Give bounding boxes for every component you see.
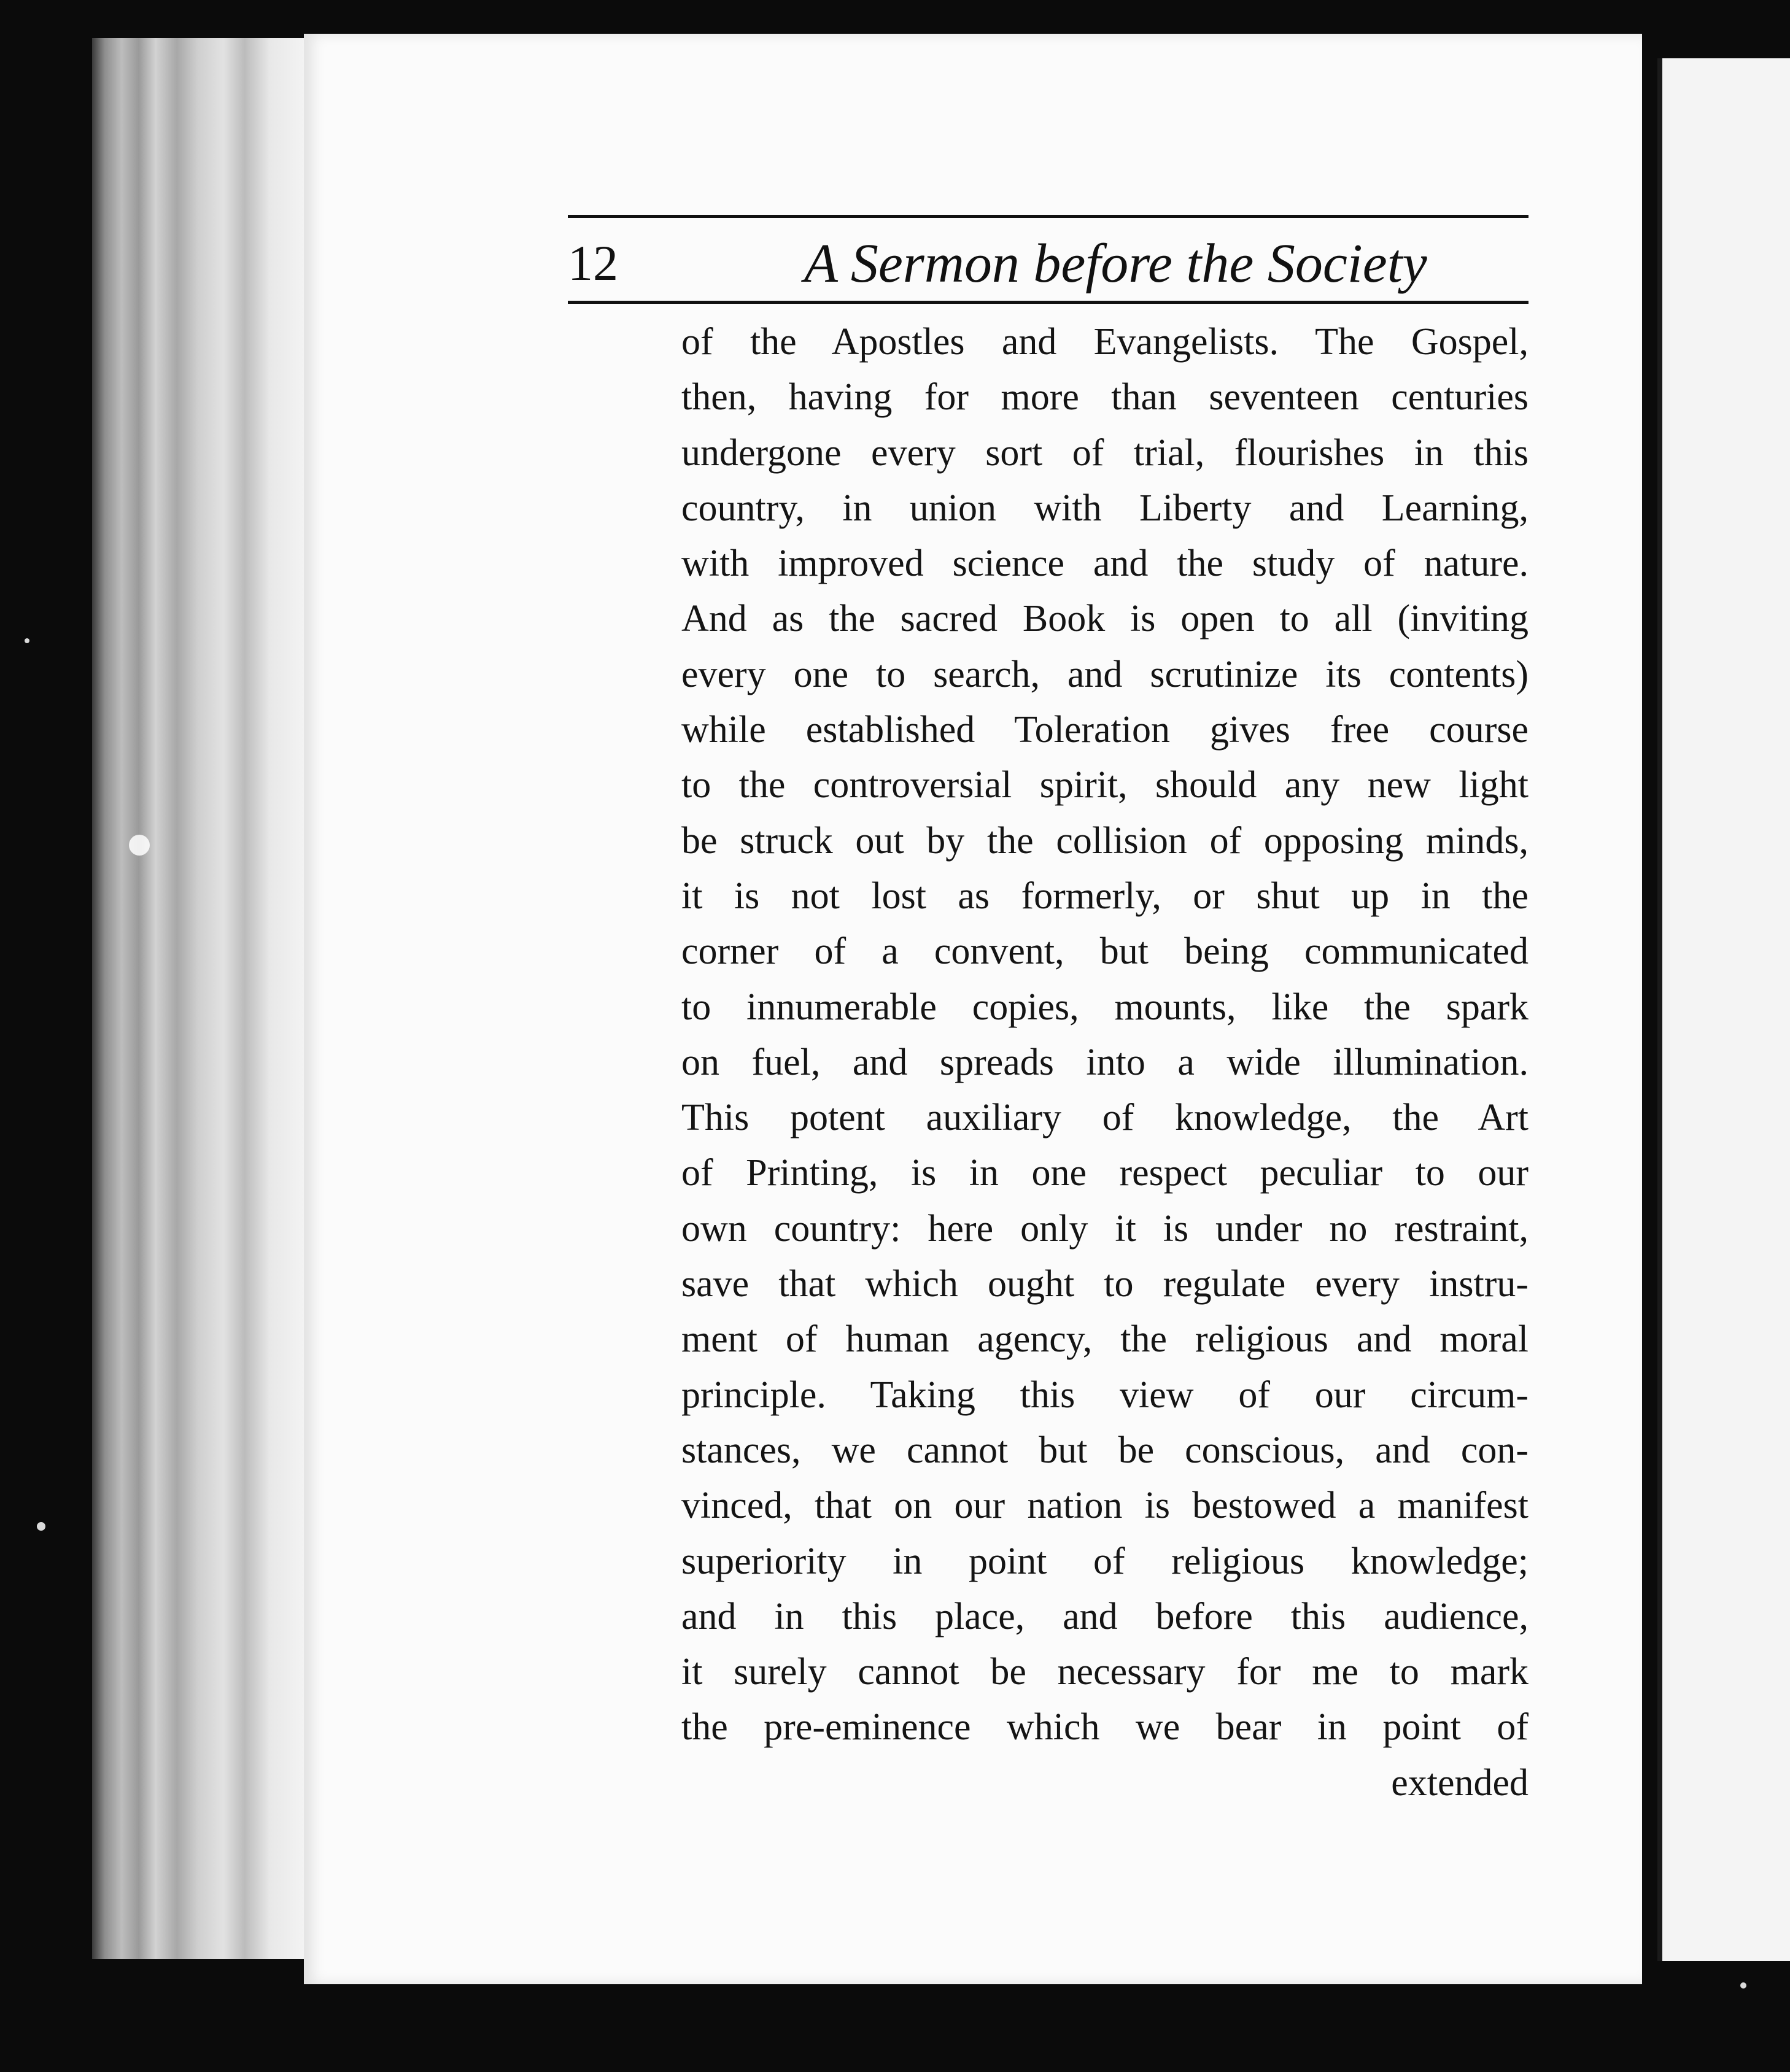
- text-line: own country: here only it is under no restraint,: [681, 1207, 1528, 1250]
- text-line: This potent auxiliary of knowledge, the Art: [681, 1097, 1528, 1139]
- text-line: country, in union with Liberty and Learning,: [681, 487, 1528, 529]
- text-line: while established Toleration gives free course: [681, 709, 1528, 751]
- text-line: with improved science and the study of nature.: [681, 543, 1528, 585]
- text-line: it surely cannot be necessary for me to mark: [681, 1651, 1528, 1693]
- catchword: extended: [1391, 1761, 1528, 1804]
- text-line: And as the sacred Book is open to all (inviting: [681, 598, 1528, 640]
- header-rule-bottom: [568, 301, 1528, 304]
- text-line: be struck out by the collision of opposing minds,: [681, 819, 1528, 862]
- text-line: of the Apostles and Evangelists. The Gospel,: [681, 321, 1528, 363]
- text-line: it is not lost as formerly, or shut up in the: [681, 875, 1528, 917]
- dust-speck: [1740, 1982, 1746, 1989]
- text-line: vinced, that on our nation is bestowed a manifest: [681, 1485, 1528, 1527]
- page-edges: [92, 38, 304, 1959]
- text-line: the pre-eminence which we bear in point of: [681, 1706, 1528, 1749]
- text-line: of Printing, is in one respect peculiar to our: [681, 1152, 1528, 1194]
- text-line: undergone every sort of trial, flourishes in this: [681, 431, 1528, 474]
- text-line: corner of a convent, but being communicated: [681, 930, 1528, 973]
- text-line: to innumerable copies, mounts, like the spark: [681, 986, 1528, 1028]
- text-line: to the controversial spirit, should any new light: [681, 764, 1528, 806]
- body-text: [681, 314, 1528, 1811]
- text-line: and in this place, and before this audience,: [681, 1595, 1528, 1637]
- text-line: principle. Taking this view of our circum-: [681, 1374, 1528, 1416]
- text-line: then, having for more than seventeen centuries: [681, 376, 1528, 419]
- text-line: save that which ought to regulate every instru-: [681, 1263, 1528, 1305]
- facing-page: [1657, 58, 1790, 1961]
- header-rule-top: [568, 215, 1528, 218]
- page-number: 12: [568, 235, 618, 291]
- dust-speck: [37, 1522, 45, 1531]
- text-line: on fuel, and spreads into a wide illumination.: [681, 1041, 1528, 1083]
- running-title: A Sermon before the Society: [804, 233, 1427, 294]
- dust-speck: [25, 638, 29, 643]
- text-line: every one to search, and scrutinize its contents): [681, 653, 1528, 695]
- text-line: stances, we cannot but be conscious, and con-: [681, 1429, 1528, 1471]
- text-line: superiority in point of religious knowledge;: [681, 1540, 1528, 1582]
- dust-speck: [129, 835, 150, 856]
- text-line: ment of human agency, the religious and moral: [681, 1318, 1528, 1361]
